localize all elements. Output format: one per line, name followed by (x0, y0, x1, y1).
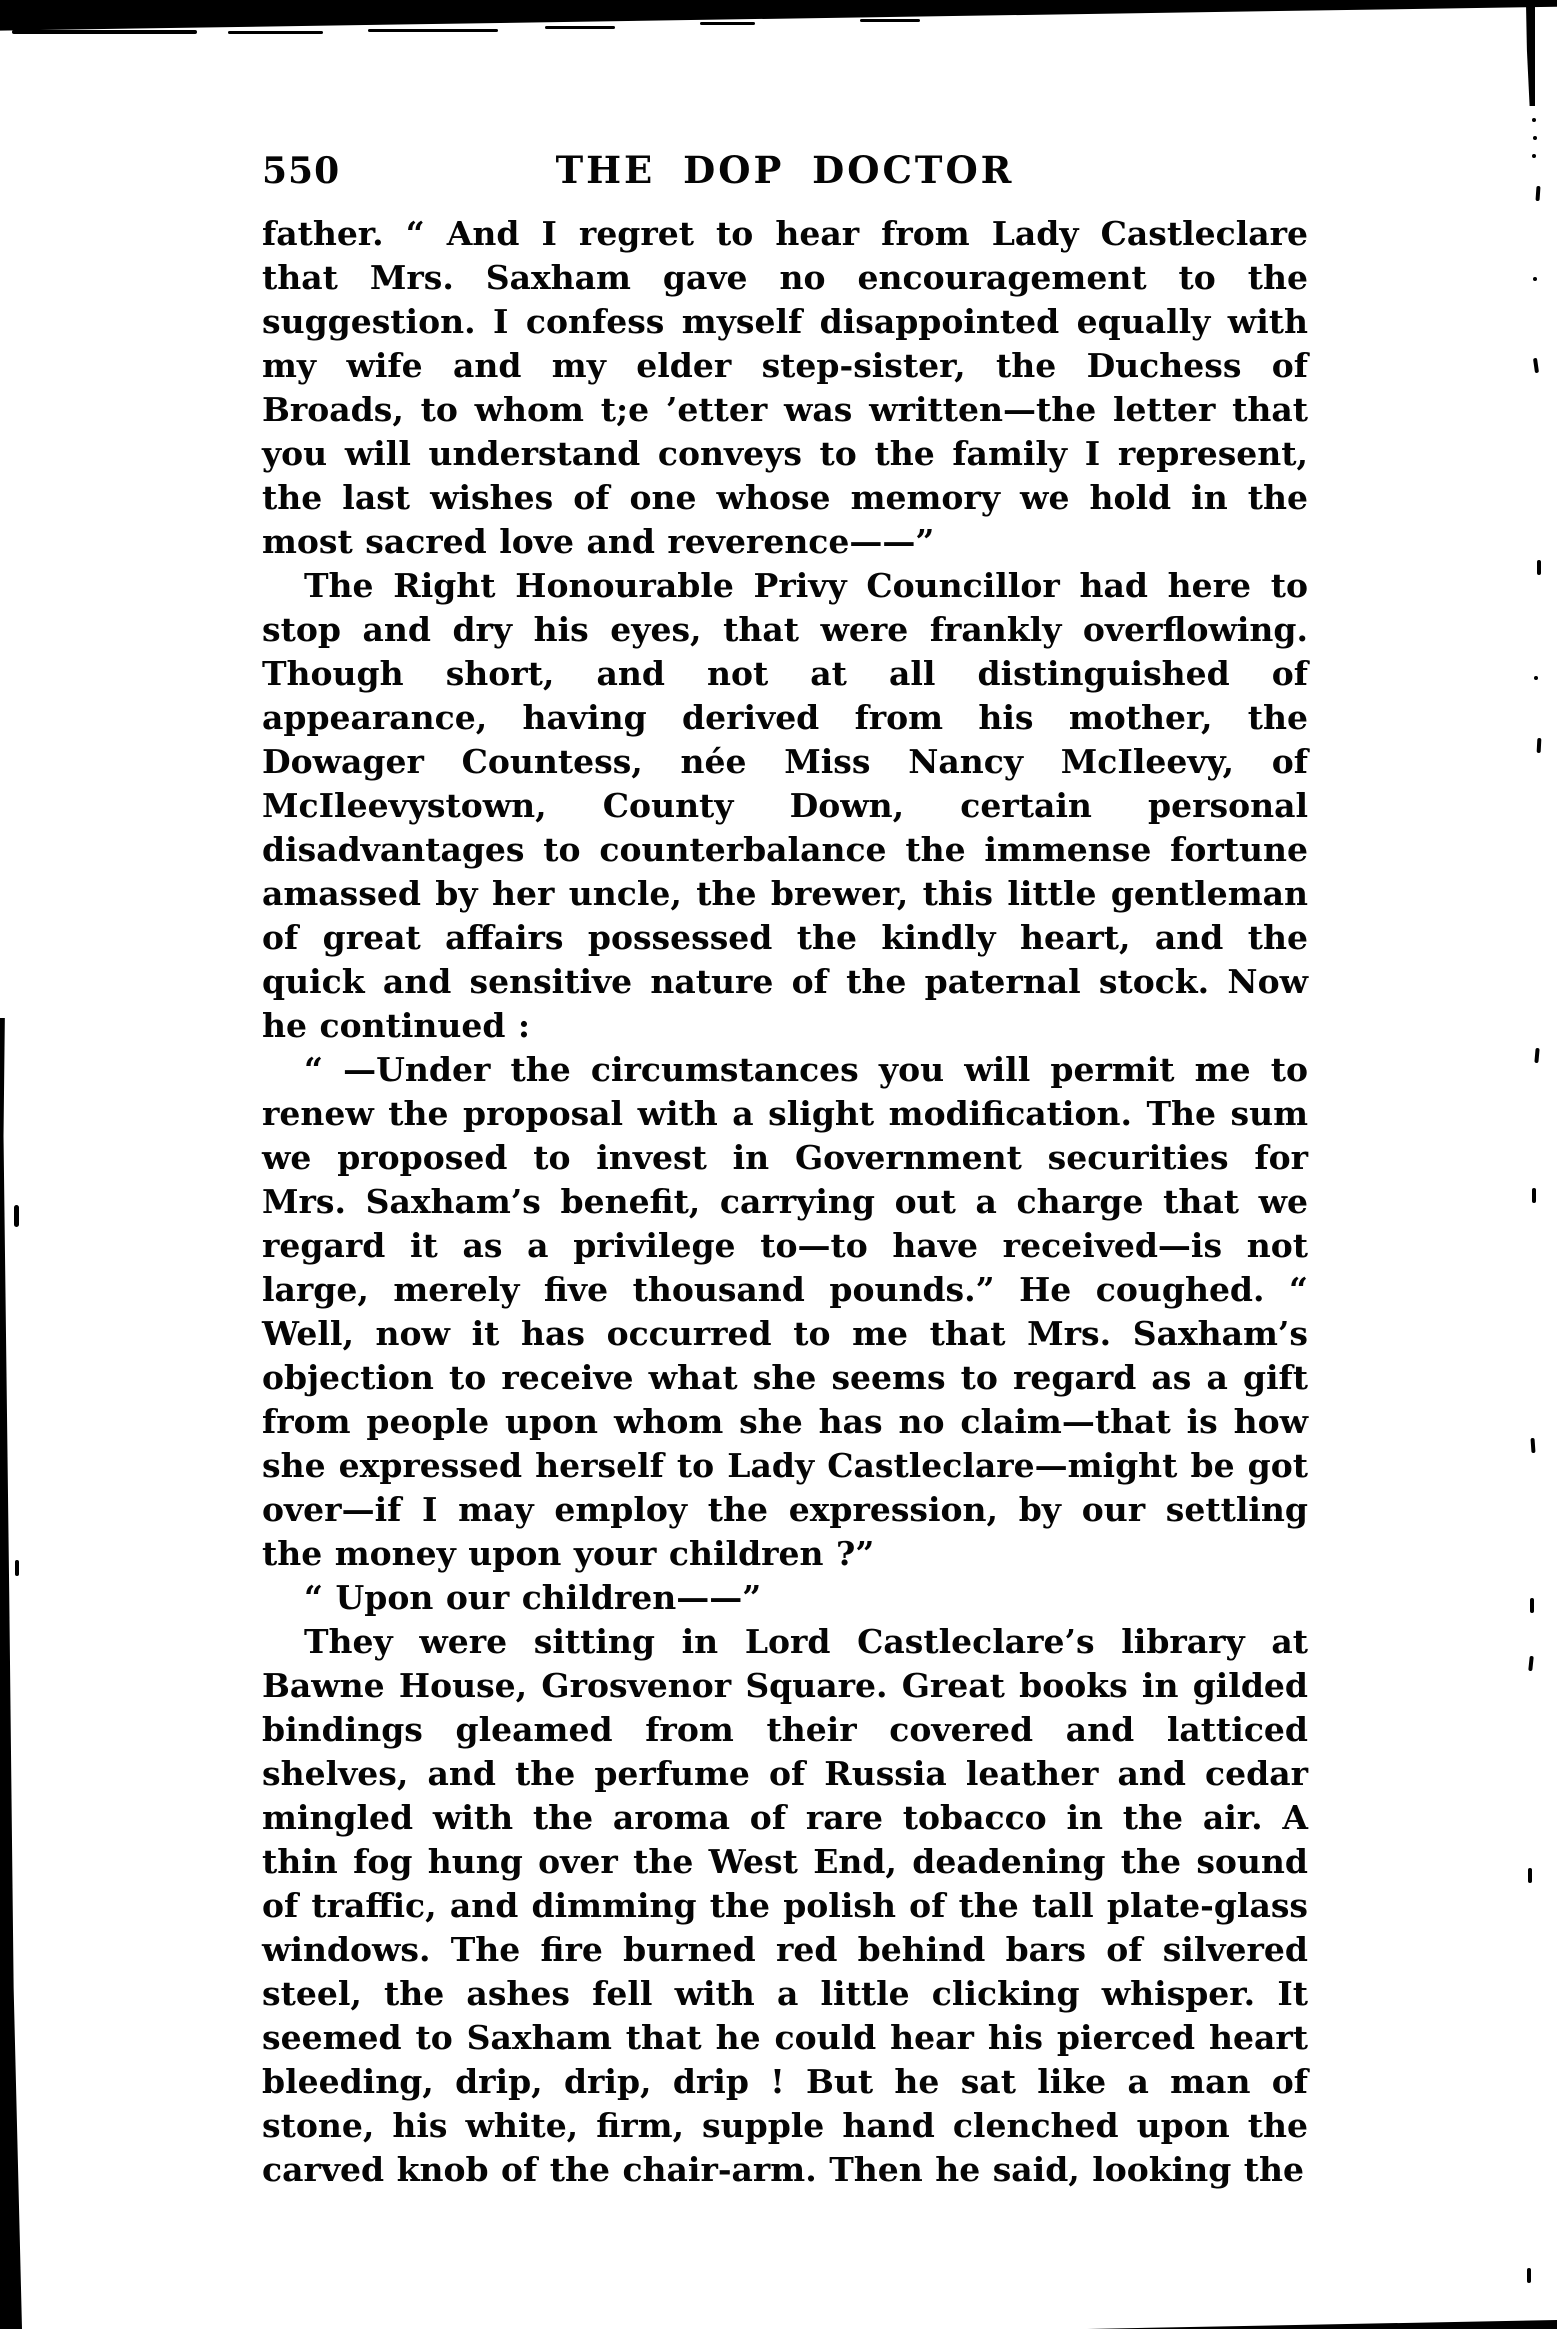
scan-speck (1527, 2268, 1531, 2283)
scan-speck (1535, 186, 1540, 201)
scan-speck (1532, 154, 1536, 158)
paragraph: “ —Under the circumstances you will permit me to renew the proposal with a slight modification. The sum we proposed to invest in Government securities for Mrs. Saxham’s benefit, carrying out a charge that we regard it as a privilege to—to have received—is not large, merely five thousand pounds.” He coughed. “ Well, now it has occurred to me that Mrs. Saxham’s objection to receive what she seems to regard as a gift from people upon whom she has no claim—that is how she expressed herself to Lady Castleclare—might be got over—if I may employ the expression, by our settling the money upon your children ?” (262, 1050, 1308, 1573)
scan-speck (1533, 277, 1537, 281)
paragraph: The Right Honourable Privy Councillor had here to stop and dry his eyes, that were frankly overflowing. Though short, and not at all distinguished of appearance, having derived from his mother, the Dowager Countess, née Miss Nancy McIleevy, of McIleevystown, County Down, certain personal disadvantages to counterbalance the immense fortune amassed by her uncle, the brewer, this little gentleman of great affairs possessed the kindly heart, and the quick and sensitive nature of the paternal stock. Now he continued : (262, 566, 1308, 1045)
scan-streak (12, 30, 197, 34)
running-head (262, 148, 1308, 198)
scan-speck (1530, 1438, 1535, 1453)
scan-streak (368, 29, 498, 32)
paragraph: They were sitting in Lord Castleclare’s library at Bawne House, Grosvenor Square. Great books in gilded bindings gleamed from their covered and latticed shelves, and the perfume of Russia leather and cedar mingled with the aroma of rare tobacco in the air. A thin fog hung over the West End, deadening the sound of traffic, and dimming the polish of the tall plate-glass windows. The fire burned red behind bars of silvered steel, the ashes fell with a little clicking whisper. It seemed to Saxham that he could hear his pierced heart bleeding, drip, drip, drip ! But he sat like a man of stone, his white, firm, supple hand clenched upon the carved knob of the chair-arm. Then he said, looking the (262, 1622, 1308, 2189)
scan-edge-bottom (1087, 2317, 1557, 2329)
scan-speck (1532, 1188, 1536, 1203)
scan-speck (1532, 118, 1536, 122)
scan-speck (1537, 738, 1542, 753)
scan-speck (1533, 136, 1537, 140)
scan-speck (1533, 358, 1539, 373)
scan-speck (15, 1560, 19, 1576)
scan-speck (1528, 1868, 1532, 1883)
scan-edge-top (0, 0, 1557, 34)
page-body (262, 212, 1308, 2192)
scan-streak (228, 31, 323, 34)
scan-streak (860, 19, 920, 22)
scan-streak (700, 22, 755, 25)
scan-speck (1528, 1656, 1534, 1671)
scan-speck (1534, 676, 1538, 680)
paragraph: father. “ And I regret to hear from Lady Castleclare that Mrs. Saxham gave no encouragement to the suggestion. I confess myself disappointed equally with my wife and my elder step-sister, the Duchess of Broads, to whom t;e ’etter was written—the letter that you will understand conveys to the family I represent, the last wishes of one whose memory we hold in the most sacred love and reverence——” (262, 214, 1308, 561)
scan-speck (1530, 1598, 1534, 1613)
scan-streak (545, 26, 615, 29)
scan-edge-right (1526, 4, 1535, 106)
scan-speck (1534, 1048, 1539, 1063)
scan-speck (1537, 560, 1541, 575)
scan-speck (14, 1205, 19, 1227)
page-number: 550 (262, 150, 341, 192)
paragraph: “ Upon our children——” (304, 1578, 762, 1617)
page-title: THE DOP DOCTOR (555, 148, 1015, 192)
